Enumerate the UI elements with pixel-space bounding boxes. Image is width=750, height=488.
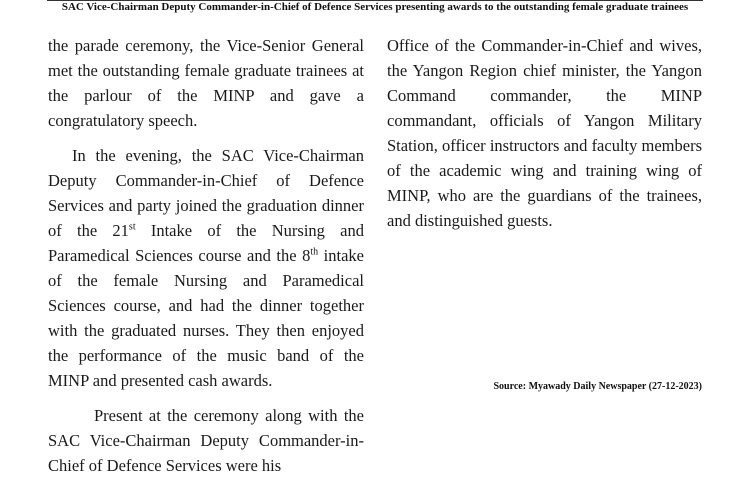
left-paragraph-2-text-c: intake of the female Nursing and Paramedical Sciences course, and had the dinner together with the graduated nurses. They then enjoyed the performance of the music band of the MINP and presented cash awards. [48,246,364,390]
source-credit: Source: Myawady Daily Newspaper (27-12-2023) [493,381,702,392]
left-paragraph-3: Present at the ceremony along with the SAC Vice-Chairman Deputy Commander-in-Chief of Defence Services were his [48,406,364,475]
left-column [48,33,364,488]
superscript-st: st [128,221,136,233]
left-paragraph-2-text-a: In the evening, the SAC Vice-Chairman Deputy Commander-in-Chief of Defence Services and party joined the graduation dinner of the 21 [48,146,364,240]
left-paragraph-1: the parade ceremony, the Vice-Senior General met the outstanding female graduate trainees at the parlour of the MINP and gave a congratulatory speech. [48,36,364,130]
superscript-th: th [310,246,319,258]
right-paragraph-1: Office of the Commander-in-Chief and wives, the Yangon Region chief minister, the Yangon Command commander, the MINP commandant, officials of Yangon Military Station, officer instructors and faculty members of the academic wing and training wing of MINP, who are the guardians of the trainees, and distinguished guests. [387,36,702,230]
photo-caption: SAC Vice-Chairman Deputy Commander-in-Chief of Defence Services presenting awards to the outstanding female graduate trainees [61,1,689,13]
left-paragraph-2 [48,143,364,393]
right-column [387,33,702,243]
left-paragraph-2-text-b: Intake of the Nursing and Paramedical Sciences course and the 8 [48,221,364,265]
